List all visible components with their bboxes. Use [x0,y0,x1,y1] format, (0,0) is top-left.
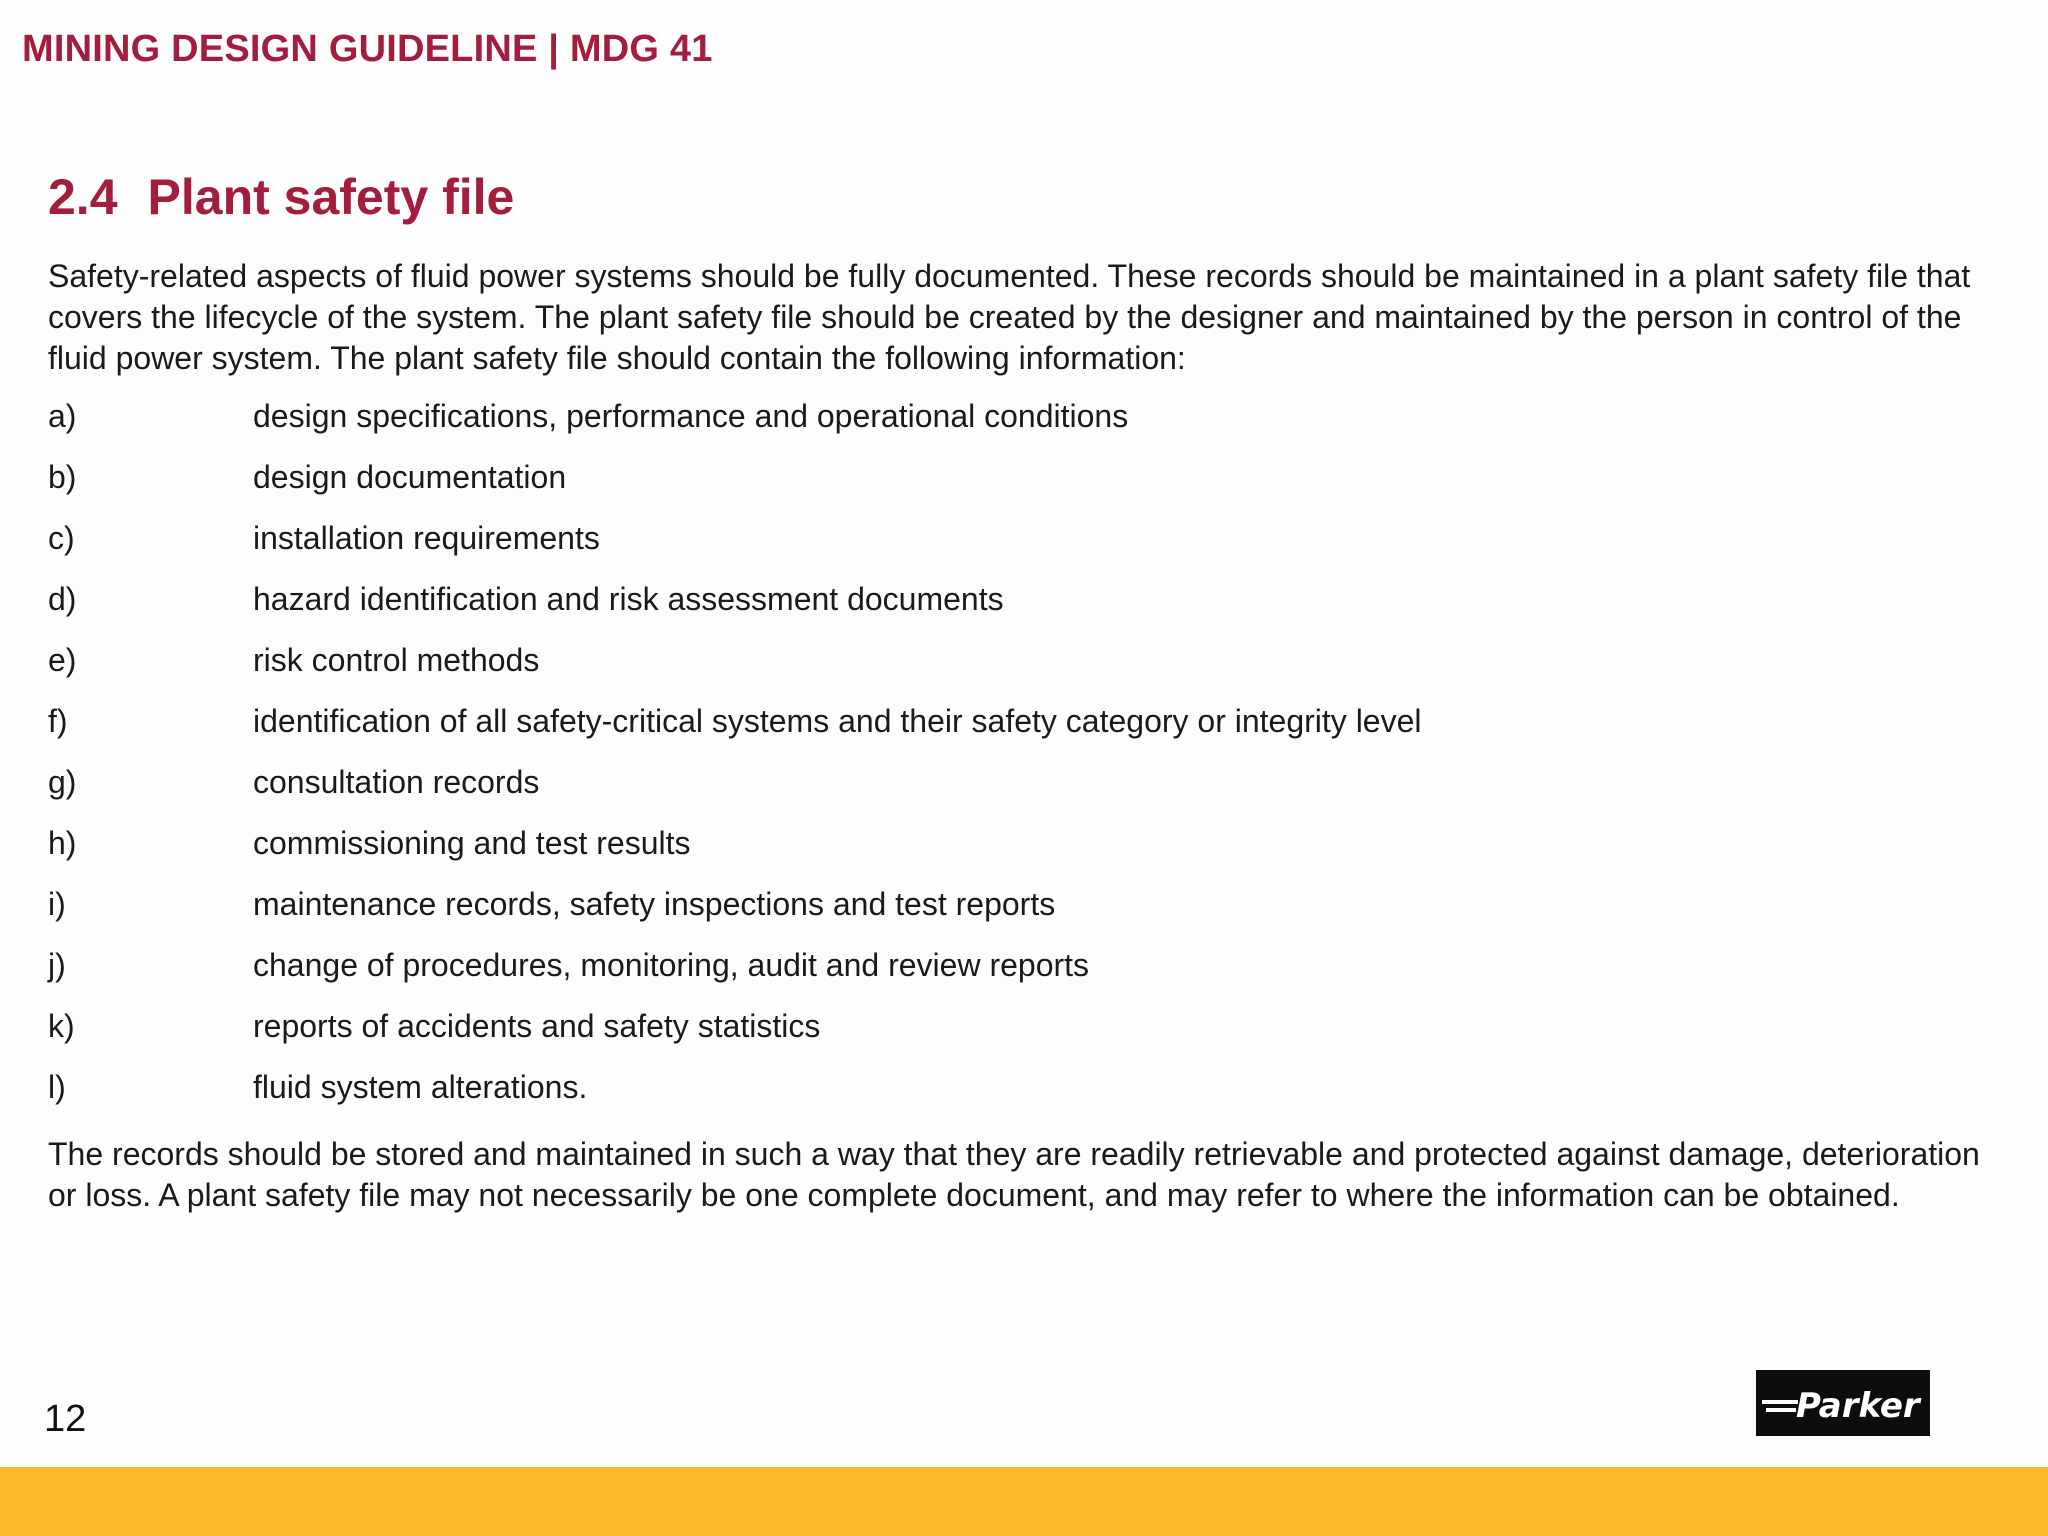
list-item [48,640,2008,701]
section-heading [48,168,514,226]
list-marker: b) [48,459,77,495]
list-marker: f) [48,703,68,739]
list-item-text: maintenance records, safety inspections and test reports [253,886,1056,922]
list-item [48,884,2008,945]
list-marker: h) [48,825,77,861]
list-item [48,823,2008,884]
list-item [48,579,2008,640]
list-item-text: identification of all safety-critical systems and their safety category or integrity level [253,703,1422,739]
list-marker: j) [48,947,66,983]
list-item [48,701,2008,762]
parker-logo [1756,1370,1930,1436]
list-item [48,518,2008,579]
list-marker: d) [48,581,77,617]
list-item-text: fluid system alterations. [253,1069,588,1105]
list-item-text: commissioning and test results [253,825,691,861]
list-item [48,396,2008,457]
closing-paragraph: The records should be stored and maintained in such a way that they are readily retrievable and protected against damage, deterioration or loss. A plant safety file may not necessarily be one complete document, and may refer to where the information can be obtained. [48,1136,1980,1213]
intro-paragraph: Safety-related aspects of fluid power systems should be fully documented. These records should be maintained in a plant safety file that covers the lifecycle of the system. The plant safety file should be created by the designer and maintained by the person in control of the fluid power system. The plant safety file should contain the following information: [48,258,1971,376]
list-item [48,945,2008,1006]
list-marker: i) [48,886,66,922]
list-item-text: installation requirements [253,520,600,556]
list-item-text: design documentation [253,459,567,495]
document-header-title: MINING DESIGN GUIDELINE | MDG 41 [22,28,713,70]
list-item [48,457,2008,518]
section-title: Plant safety file [147,169,515,225]
list-marker: k) [48,1008,75,1044]
list-marker: g) [48,764,77,800]
list-item-text: reports of accidents and safety statistics [253,1008,821,1044]
parker-logo-text: Parker [1796,1386,1920,1426]
footer-color-band [0,1467,2048,1536]
list-item [48,762,2008,823]
information-list [48,396,2008,1128]
parker-logo-mark [1756,1370,1930,1436]
list-marker: c) [48,520,75,556]
list-marker: e) [48,642,77,678]
list-item-text: risk control methods [253,642,540,678]
list-marker: l) [48,1069,66,1105]
list-item-text: design specifications, performance and operational conditions [253,398,1129,434]
list-item [48,1006,2008,1067]
list-item-text: consultation records [253,764,540,800]
list-item-text: hazard identification and risk assessment documents [253,581,1004,617]
list-item-text: change of procedures, monitoring, audit and review reports [253,947,1090,983]
list-marker: a) [48,398,77,434]
section-number: 2.4 [48,169,118,225]
list-item [48,1067,2008,1128]
page-number: 12 [44,1398,87,1440]
